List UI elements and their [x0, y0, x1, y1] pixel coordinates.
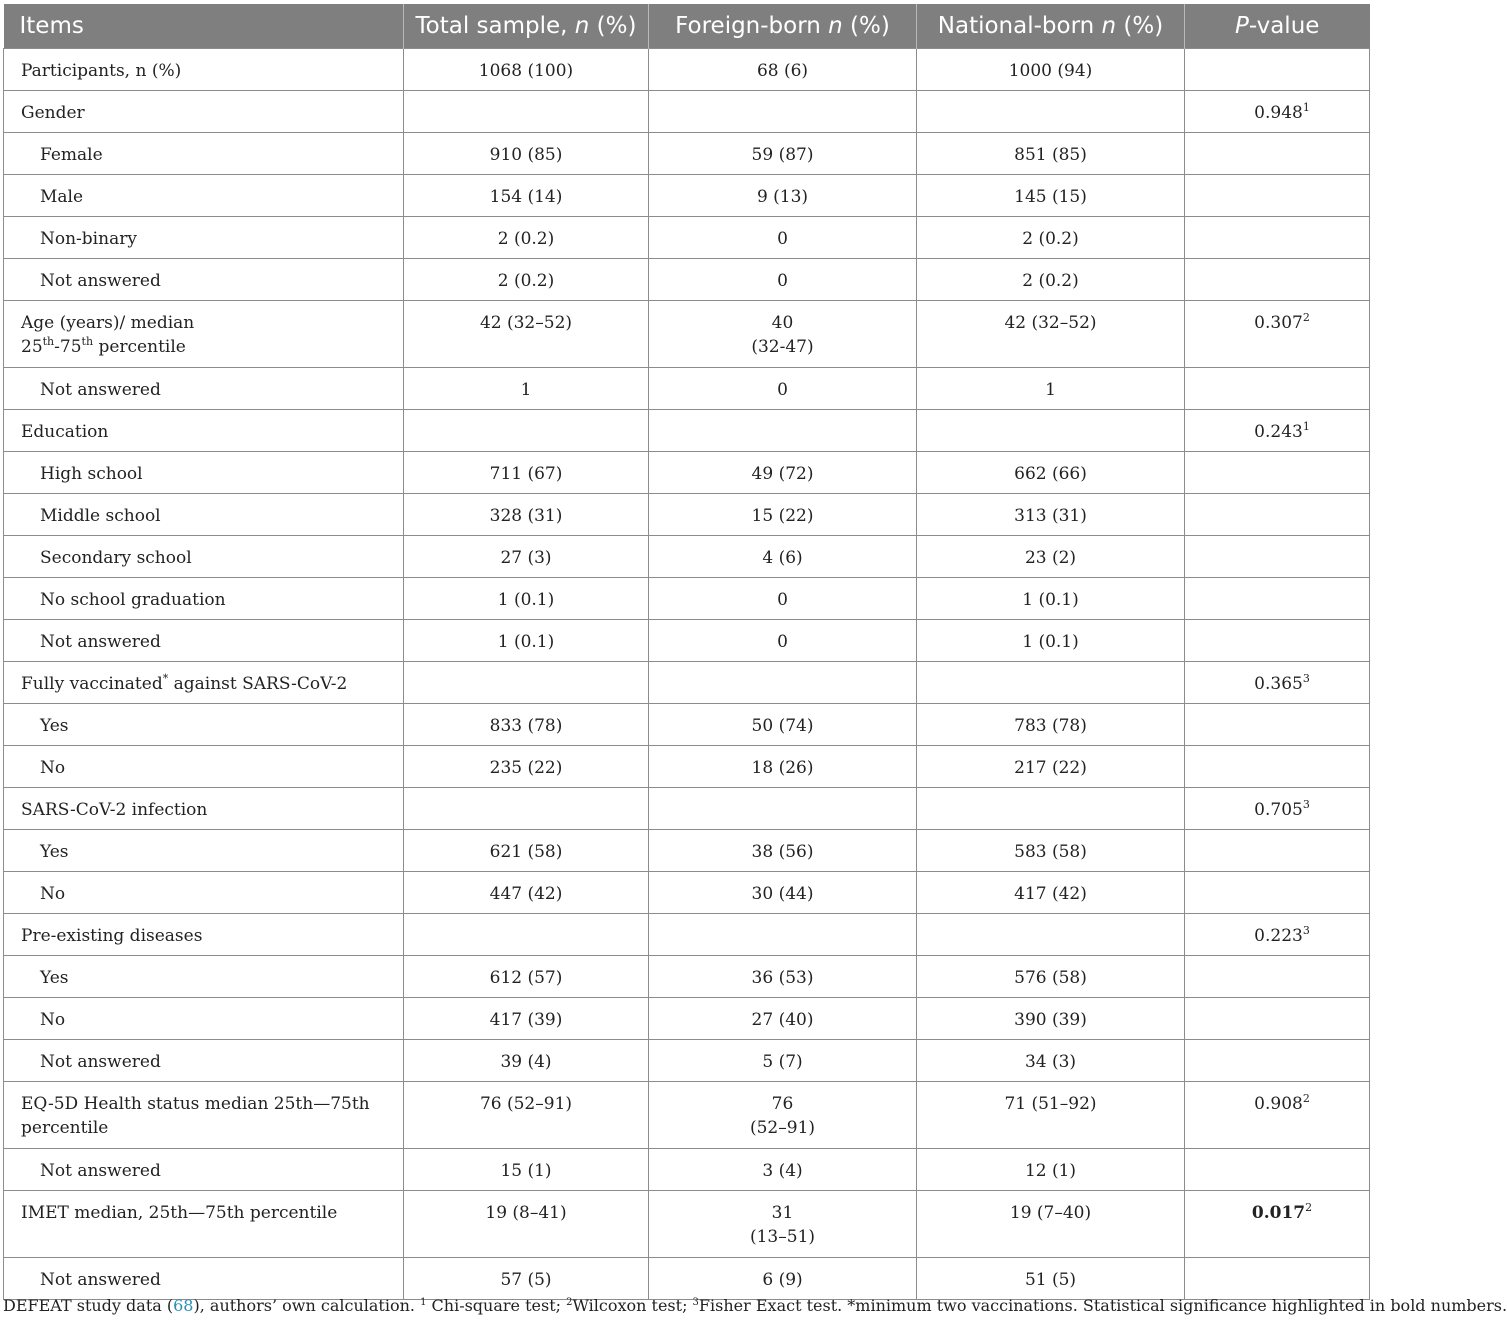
cell-total: 27 (3) — [404, 536, 649, 578]
cell-national: 217 (22) — [917, 746, 1185, 788]
cell-total: 833 (78) — [404, 704, 649, 746]
cell-foreign: 15 (22) — [649, 494, 917, 536]
table-row — [4, 49, 1370, 91]
cell-national: 417 (42) — [917, 872, 1185, 914]
cell-national — [917, 788, 1185, 830]
cell-foreign: 49 (72) — [649, 452, 917, 494]
table-row — [4, 410, 1370, 452]
table-row — [4, 259, 1370, 301]
cell-p-value — [1185, 368, 1370, 410]
table-row — [4, 175, 1370, 217]
cell-foreign — [649, 410, 917, 452]
cell-p-value — [1185, 830, 1370, 872]
cell-foreign — [649, 788, 917, 830]
cell-foreign: 50 (74) — [649, 704, 917, 746]
row-label: No school graduation — [4, 578, 404, 620]
cell-total: 19 (8–41) — [404, 1191, 649, 1258]
table-header-row — [4, 4, 1370, 49]
table-wrapper — [3, 4, 1369, 1300]
table-row — [4, 536, 1370, 578]
table-row — [4, 998, 1370, 1040]
row-label: EQ-5D Health status median 25th—75th percentile — [4, 1082, 404, 1149]
row-label: No — [4, 998, 404, 1040]
cell-total: 447 (42) — [404, 872, 649, 914]
table-row — [4, 956, 1370, 998]
cell-foreign: 0 — [649, 368, 917, 410]
cell-total: 39 (4) — [404, 1040, 649, 1082]
row-label: Not answered — [4, 620, 404, 662]
cell-foreign: 40 (32-47) — [649, 301, 917, 368]
table-row — [4, 368, 1370, 410]
cell-national: 783 (78) — [917, 704, 1185, 746]
table-row — [4, 788, 1370, 830]
cell-foreign: 3 (4) — [649, 1149, 917, 1191]
cell-total: 910 (85) — [404, 133, 649, 175]
cell-total: 621 (58) — [404, 830, 649, 872]
cell-total: 711 (67) — [404, 452, 649, 494]
cell-total: 57 (5) — [404, 1258, 649, 1300]
cell-p-value — [1185, 49, 1370, 91]
cell-national — [917, 410, 1185, 452]
cell-national — [917, 91, 1185, 133]
table-row — [4, 301, 1370, 368]
cell-p-value — [1185, 452, 1370, 494]
cell-total — [404, 410, 649, 452]
cell-p-value: 0.948$^1$ — [1185, 91, 1370, 133]
row-label: Yes — [4, 830, 404, 872]
cell-total — [404, 914, 649, 956]
cell-national: 34 (3) — [917, 1040, 1185, 1082]
significant-p-value: 0.017 — [1251, 1203, 1306, 1223]
cell-national: 23 (2) — [917, 536, 1185, 578]
header-national-born: National-born n (%) — [917, 4, 1185, 49]
row-label: Yes — [4, 956, 404, 998]
cell-p-value — [1185, 998, 1370, 1040]
header-foreign-born: Foreign-born n (%) — [649, 4, 917, 49]
cell-foreign — [649, 91, 917, 133]
cell-p-value — [1185, 1258, 1370, 1300]
table-row — [4, 746, 1370, 788]
cell-national: 42 (32–52) — [917, 301, 1185, 368]
table-row — [4, 133, 1370, 175]
cell-national: 851 (85) — [917, 133, 1185, 175]
cell-p-value — [1185, 217, 1370, 259]
table-row — [4, 620, 1370, 662]
row-label: Participants, n (%) — [4, 49, 404, 91]
cell-national: 71 (51–92) — [917, 1082, 1185, 1149]
cell-foreign: 0 — [649, 578, 917, 620]
cell-national — [917, 914, 1185, 956]
cell-p-value — [1185, 704, 1370, 746]
row-label: No — [4, 746, 404, 788]
cell-p-value: 0.223$^3$ — [1185, 914, 1370, 956]
table-row — [4, 1258, 1370, 1300]
row-label: No — [4, 872, 404, 914]
table-row — [4, 217, 1370, 259]
cell-total: 612 (57) — [404, 956, 649, 998]
cell-national: 576 (58) — [917, 956, 1185, 998]
cell-foreign: 0 — [649, 217, 917, 259]
cell-national: 662 (66) — [917, 452, 1185, 494]
table-row — [4, 1149, 1370, 1191]
cell-foreign: 18 (26) — [649, 746, 917, 788]
cell-total — [404, 662, 649, 704]
row-label: Not answered — [4, 1149, 404, 1191]
table-row — [4, 452, 1370, 494]
cell-p-value — [1185, 1149, 1370, 1191]
cell-total: 1 (0.1) — [404, 620, 649, 662]
table-row — [4, 662, 1370, 704]
cell-foreign: 30 (44) — [649, 872, 917, 914]
cell-national: 51 (5) — [917, 1258, 1185, 1300]
cell-total: 235 (22) — [404, 746, 649, 788]
cell-foreign: 38 (56) — [649, 830, 917, 872]
cell-foreign: 6 (9) — [649, 1258, 917, 1300]
cell-p-value — [1185, 620, 1370, 662]
cell-national: 313 (31) — [917, 494, 1185, 536]
table-row — [4, 830, 1370, 872]
cell-foreign: 76 (52–91) — [649, 1082, 917, 1149]
table-row — [4, 1191, 1370, 1258]
cell-total: 154 (14) — [404, 175, 649, 217]
cell-p-value: 0.243$^1$ — [1185, 410, 1370, 452]
cell-national: 1 (0.1) — [917, 620, 1185, 662]
row-label: Male — [4, 175, 404, 217]
cell-foreign: 59 (87) — [649, 133, 917, 175]
row-label: Non-binary — [4, 217, 404, 259]
cell-total: 42 (32–52) — [404, 301, 649, 368]
cell-p-value: 0.705$^3$ — [1185, 788, 1370, 830]
cell-foreign: 68 (6) — [649, 49, 917, 91]
cell-national: 2 (0.2) — [917, 217, 1185, 259]
cell-national: 2 (0.2) — [917, 259, 1185, 301]
row-label: Gender — [4, 91, 404, 133]
cell-total: 1068 (100) — [404, 49, 649, 91]
cell-p-value — [1185, 1040, 1370, 1082]
cell-p-value — [1185, 494, 1370, 536]
cell-p-value — [1185, 536, 1370, 578]
cell-national: 19 (7–40) — [917, 1191, 1185, 1258]
cell-foreign: 31 (13–51) — [649, 1191, 917, 1258]
row-label: High school — [4, 452, 404, 494]
cell-p-value — [1185, 578, 1370, 620]
cell-national: 1000 (94) — [917, 49, 1185, 91]
row-label: Middle school — [4, 494, 404, 536]
cell-foreign: 36 (53) — [649, 956, 917, 998]
row-label: Age (years)/ median 25th-75th percentile — [4, 301, 404, 368]
table-row — [4, 914, 1370, 956]
row-label: Not answered — [4, 1040, 404, 1082]
cell-p-value — [1185, 133, 1370, 175]
table-row — [4, 872, 1370, 914]
row-label: Not answered — [4, 259, 404, 301]
row-label: Not answered — [4, 368, 404, 410]
table-row — [4, 1082, 1370, 1149]
cell-national: 390 (39) — [917, 998, 1185, 1040]
cell-national — [917, 662, 1185, 704]
cell-p-value: 0.908$^2$ — [1185, 1082, 1370, 1149]
row-label: Education — [4, 410, 404, 452]
cell-foreign: 9 (13) — [649, 175, 917, 217]
cell-total: 2 (0.2) — [404, 217, 649, 259]
table-footnote: DEFEAT study data (68), authors’ own calculation. $^1$ Chi-square test; $^2$Wilcoxon test; $^3$Fisher Exact test. *minimum two vaccinations. Statistical significance highlighted in bold numbers. — [3, 1296, 1507, 1315]
row-label: Fully vaccinated* against SARS-CoV-2 — [4, 662, 404, 704]
reference-link[interactable]: 68 — [173, 1296, 194, 1315]
cell-p-value: 0.017$^2$ — [1185, 1191, 1370, 1258]
row-label: IMET median, 25th—75th percentile — [4, 1191, 404, 1258]
cell-total: 15 (1) — [404, 1149, 649, 1191]
cell-foreign — [649, 662, 917, 704]
cell-p-value: 0.307$^2$ — [1185, 301, 1370, 368]
cell-total: 2 (0.2) — [404, 259, 649, 301]
row-label: Not answered — [4, 1258, 404, 1300]
cell-p-value: 0.365$^3$ — [1185, 662, 1370, 704]
cell-foreign: 27 (40) — [649, 998, 917, 1040]
cell-national: 12 (1) — [917, 1149, 1185, 1191]
row-label: Secondary school — [4, 536, 404, 578]
row-label: Yes — [4, 704, 404, 746]
table-row — [4, 494, 1370, 536]
row-label: SARS-CoV-2 infection — [4, 788, 404, 830]
cell-foreign: 4 (6) — [649, 536, 917, 578]
cell-total — [404, 91, 649, 133]
header-total-sample: Total sample, n (%) — [404, 4, 649, 49]
cell-national: 145 (15) — [917, 175, 1185, 217]
cell-national: 1 — [917, 368, 1185, 410]
demographics-table — [3, 4, 1370, 1300]
cell-total: 1 (0.1) — [404, 578, 649, 620]
table-row — [4, 91, 1370, 133]
table-row — [4, 704, 1370, 746]
header-items: Items — [4, 4, 404, 49]
cell-foreign — [649, 914, 917, 956]
cell-p-value — [1185, 956, 1370, 998]
cell-total: 1 — [404, 368, 649, 410]
cell-p-value — [1185, 175, 1370, 217]
cell-p-value — [1185, 259, 1370, 301]
table-row — [4, 1040, 1370, 1082]
row-label: Female — [4, 133, 404, 175]
cell-p-value — [1185, 746, 1370, 788]
cell-total: 417 (39) — [404, 998, 649, 1040]
cell-p-value — [1185, 872, 1370, 914]
table-row — [4, 578, 1370, 620]
cell-foreign: 5 (7) — [649, 1040, 917, 1082]
cell-foreign: 0 — [649, 620, 917, 662]
cell-total — [404, 788, 649, 830]
cell-total: 76 (52–91) — [404, 1082, 649, 1149]
cell-national: 1 (0.1) — [917, 578, 1185, 620]
header-p-value: P-value — [1185, 4, 1370, 49]
cell-foreign: 0 — [649, 259, 917, 301]
cell-national: 583 (58) — [917, 830, 1185, 872]
cell-total: 328 (31) — [404, 494, 649, 536]
row-label: Pre-existing diseases — [4, 914, 404, 956]
